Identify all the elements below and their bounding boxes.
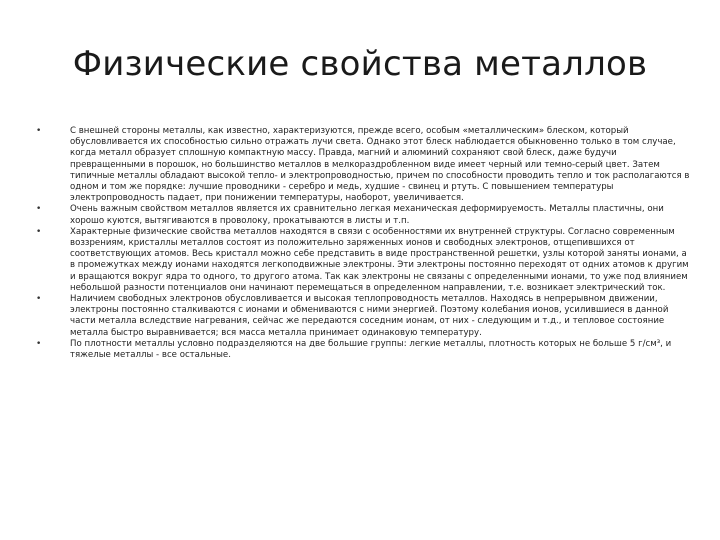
paragraph-text: Характерные физические свойства металлов находятся в связи с особенностями их внутренней структуры. Согласно современным воззрениям, кристаллы металлов состоят из положительно заряженных ионов и свободных электронов, отщепившихся от соответствующих атомов. Весь кристалл можно себе представить в виде пространственной решетки, узлы которой заняты ионами, а в промежутках между ионами находятся легкоподвижные электроны. Эти электроны постоянно переходят от одних атомов к другим и вращаются вокруг ядра то одного, то другого атома. Так как электроны не связаны с определенными ионами, то уже под влиянием небольшой разности потенциалов они начинают перемещаться в определенном направлении, т.е. возникает электрический ток. [70, 226, 689, 293]
bullet-icon: • [36, 226, 42, 237]
bullet-icon: • [36, 126, 42, 136]
bullet-list [36, 126, 690, 361]
list-item [36, 339, 690, 361]
paragraph-text: Наличием свободных электронов обусловливается и высокая теплопроводность металлов. Находясь в непрерывном движении, электроны постоянно сталкиваются с ионами и обмениваются с ними энергией. Поэтому колебания ионов, усилившиеся в данной части металла вследствие нагревания, сейчас же передаются соседним ионам, от них - следующим и т.д., и тепловое состояние металла быстро выравнивается; вся масса металла принимает одинаковую температуру. [70, 294, 669, 338]
bullet-icon: • [36, 204, 42, 215]
bullet-icon: • [36, 338, 42, 349]
slide-title: Физические свойства металлов [72, 44, 648, 84]
list-item [36, 294, 690, 339]
bullet-icon: • [36, 294, 42, 305]
paragraph-text: По плотности металлы условно подразделяются на две большие группы: легкие металлы, плотность которых не больше 5 г/см³, и тяжелые металлы - все остальные. [70, 338, 672, 361]
paragraph-text: С внешней стороны металлы, как известно, характеризуются, прежде всего, особым «металлическим» блеском, который обусловливается их способностью сильно отражать лучи света. Однако этот блеск наблюдается обыкновенно только в том случае, когда металл образует сплошную компактную массу. Правда, магний и алюминий сохраняют свой блеск, даже будучи превращенными в порошок, но большинство металлов в мелкораздробленном виде имеет черный или темно-серый цвет. Затем типичные металлы обладают высокой тепло- и электропроводностью, причем по способности проводить тепло и ток располагаются в одном и том же порядке: лучшие проводники - серебро и медь, худшие - свинец и ртуть. С повышением температуры электропроводность падает, при понижении температуры, наоборот, увеличивается. [70, 126, 690, 204]
list-item [36, 126, 690, 204]
list-item [36, 204, 690, 226]
paragraph-text: Очень важным свойством металлов является их сравнительно легкая механическая деформируемость. Металлы пластичны, они хорошо куются, вытягиваются в проволоку, прокатываются в листы и т.п. [70, 204, 664, 226]
list-item [36, 227, 690, 294]
